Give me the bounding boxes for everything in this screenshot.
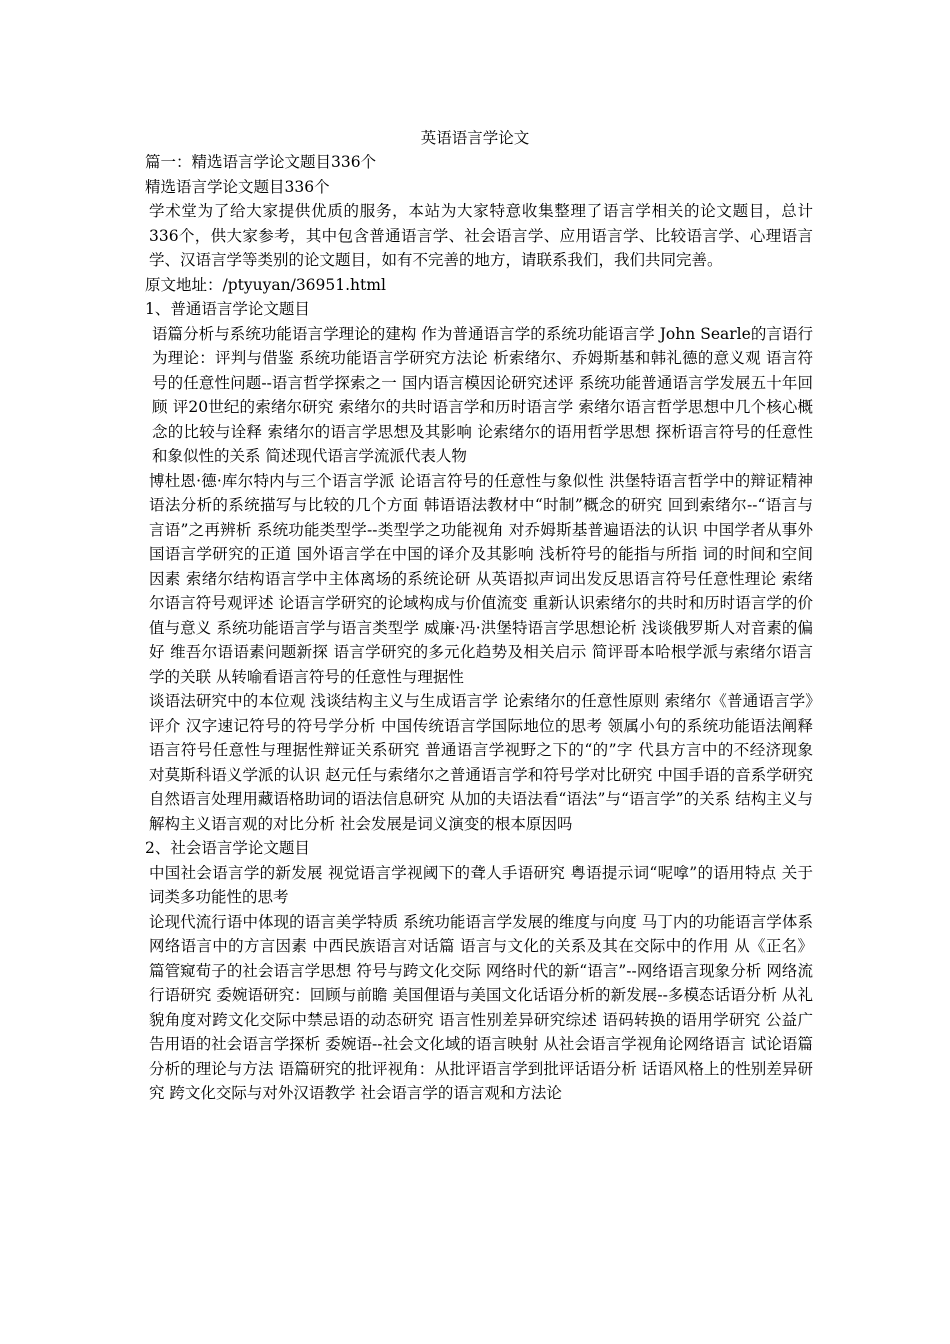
source-line: 原文地址：/ptyuyan/36951.html <box>145 275 386 294</box>
topic-paragraph: 语篇分析与系统功能语言学理论的建构 作为普通语言学的系统功能语言学 John Searle的言语行为理论：评判与借鉴 系统功能语言学研究方法论 析索绪尔、乔姆斯基和韩礼德的意义观 语言符号的任意性问题--语言哲学探索之一 国内语言模因论研究述评 系统功能普通语言学发展五十年回顾 评20世纪的索绪尔研究 索绪尔的共时语言学和历时语言学 索绪尔语言哲学思想中几个核心概念的比较与诠释 索绪尔的语言学思想及其影响 论索绪尔的语用哲学思想 探析语言符号的任意性和象似性的关系 简述现代语言学流派代表人物 <box>152 324 813 465</box>
section-heading-general-linguistics: 1、普通语言学论文题目 <box>145 300 310 318</box>
section-heading-sociolinguistics: 2、社会语言学论文题目 <box>145 839 310 857</box>
part-heading: 篇一：精选语言学论文题目336个 <box>145 153 377 171</box>
document-body <box>145 150 813 1106</box>
topic-paragraph: 博杜恩·德·库尔特内与三个语言学派 论语言符号的任意性与象似性 洪堡特语言哲学中的辩证精神 语法分析的系统描写与比较的几个方面 韩语语法教材中“时制”概念的研究 回到索绪尔--“语言与言语”之再辨析 系统功能类型学--类型学之功能视角 对乔姆斯基普遍语法的认识 中国学者从事外国语言学研究的正道 国外语言学在中国的译介及其影响 浅析符号的能指与所指 词的时间和空间因素 索绪尔结构语言学中主体离场的系统论研 从英语拟声词出发反思语言符号任意性理论 索绪尔语言符号观评述 论语言学研究的论域构成与价值流变 重新认识索绪尔的共时和历时语言学的价值与意义 系统功能语言学与语言类型学 威廉·冯·洪堡特语言学思想论析 浅谈俄罗斯人对音素的偏好 维吾尔语语素问题新探 语言学研究的多元化趋势及相关启示 简评哥本哈根学派与索绪尔语言学的关联 从转喻看语言符号的任意性与理据性 <box>149 471 813 686</box>
topic-paragraph: 谈语法研究中的本位观 浅谈结构主义与生成语言学 论索绪尔的任意性原则 索绪尔《普通语言学》评介 汉字速记符号的符号学分析 中国传统语言学国际地位的思考 领属小句的系统功能语法阐释 语言符号任意性与理据性辩证关系研究 普通语言学视野之下的“的”字 代县方言中的不经济现象 对莫斯科语义学派的认识 赵元任与索绪尔之普通语言学和符号学对比研究 中国手语的音系学研究 自然语言处理用藏语格助词的语法信息研究 从加的夫语法看“语法”与“语言学”的关系 结构主义与解构主义语言观的对比分析 社会发展是词义演变的根本原因吗 <box>149 692 813 833</box>
intro-paragraph: 学术堂为了给大家提供优质的服务，本站为大家特意收集整理了语言学相关的论文题目，总计336个，供大家参考，其中包含普通语言学、社会语言学、应用语言学、比较语言学、心理语言学、汉语言学等类别的论文题目，如有不完善的地方，请联系我们，我们共同完善。 <box>149 202 813 269</box>
subtitle: 精选语言学论文题目336个 <box>145 177 330 196</box>
topic-paragraph: 中国社会语言学的新发展 视觉语言学视阈下的聋人手语研究 粤语提示词“呢嗱”的语用特点 关于词类多功能性的思考 <box>149 863 813 906</box>
document-title: 英语语言学论文 <box>420 129 530 147</box>
topic-paragraph: 论现代流行语中体现的语言美学特质 系统功能语言学发展的维度与向度 马丁内的功能语言学体系 网络语言中的方言因素 中西民族语言对话篇 语言与文化的关系及其在交际中的作用 从《正名》篇管窥荀子的社会语言学思想 符号与跨文化交际 网络时代的新“语言”--网络语言现象分析 网络流行语研究 委婉语研究：回顾与前瞻 美国俚语与美国文化话语分析的新发展--多模态话语分析 从礼貌角度对跨文化交际中禁忌语的动态研究 语言性别差异研究综述 语码转换的语用学研究 公益广告用语的社会语言学探析 委婉语--社会文化域的语言映射 从社会语言学视角论网络语言 试论语篇分析的理论与方法 语篇研究的批评视角：从批评语言学到批评话语分析 话语风格上的性别差异研究 跨文化交际与对外汉语教学 社会语言学的语言观和方法论 <box>149 912 813 1102</box>
